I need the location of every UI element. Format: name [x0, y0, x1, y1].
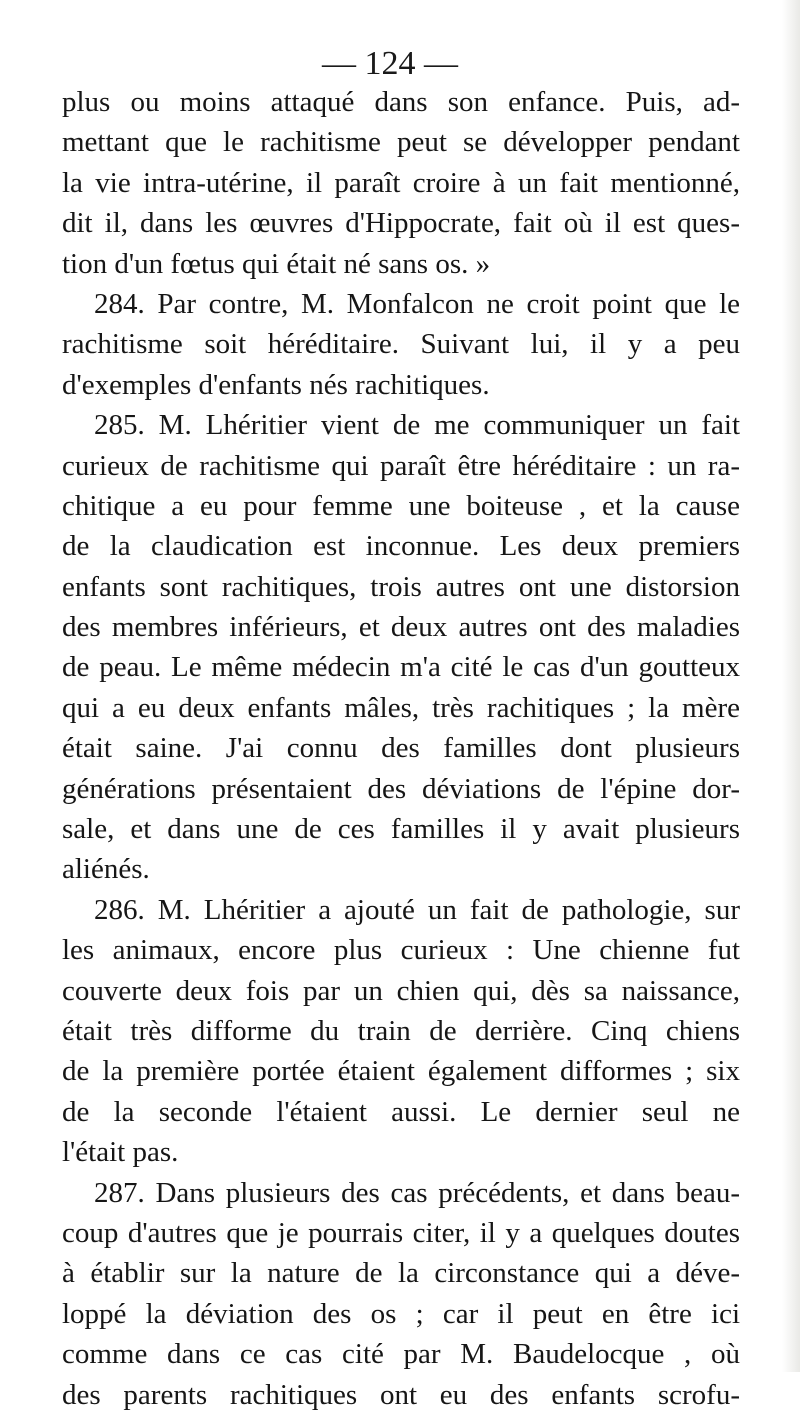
text-line: loppé la déviation des os ; car il peut en être ici: [62, 1297, 740, 1330]
text-line: 287. Dans plusieurs des cas précédents, et dans beau-: [94, 1176, 740, 1209]
text-line: comme dans ce cas cité par M. Baudelocque , où: [62, 1338, 740, 1371]
text-line: sale, et dans une de ces familles il y avait plusieurs: [62, 813, 740, 846]
text-line: coup d'autres que je pourrais citer, il y a quelques doutes: [62, 1216, 740, 1249]
text-line: aliénés.: [62, 853, 150, 886]
text-line: plus ou moins attaqué dans son enfance. Puis, ad-: [62, 86, 740, 118]
text-line: couverte deux fois par un chien qui, dès sa naissance,: [62, 974, 740, 1007]
text-line: était très difforme du train de derrière. Cinq chiens: [62, 1014, 740, 1047]
text-line: curieux de rachitisme qui paraît être héréditaire : un ra-: [62, 449, 740, 482]
text-line: tion d'un fœtus qui était né sans os. »: [62, 247, 491, 280]
text-line: dit il, dans les œuvres d'Hippocrate, fait où il est ques-: [62, 207, 740, 240]
text-line: qui a eu deux enfants mâles, très rachitiques ; la mère: [62, 691, 740, 724]
text-line: 285. M. Lhéritier vient de me communiquer un fait: [94, 409, 740, 442]
text-line: des parents rachitiques ont eu des enfants scrofu-: [62, 1378, 740, 1411]
text-line: rachitisme soit héréditaire. Suivant lui, il y a peu: [62, 328, 740, 361]
text-line: de la seconde l'étaient aussi. Le dernier seul ne: [62, 1095, 740, 1128]
text-line: mettant que le rachitisme peut se développer pendant: [62, 126, 740, 159]
text-line: chitique a eu pour femme une boiteuse , et la cause: [62, 489, 740, 522]
page-edge-shadow: [782, 0, 800, 1372]
text-line: de peau. Le même médecin m'a cité le cas d'un goutteux: [62, 651, 740, 684]
text-line: les animaux, encore plus curieux : Une chienne fut: [62, 934, 740, 967]
page-number-header: — 124 —: [322, 45, 458, 82]
text-line: 286. M. Lhéritier a ajouté un fait de pathologie, sur: [94, 893, 740, 926]
text-line: des membres inférieurs, et deux autres ont des maladies: [62, 611, 740, 644]
text-line: la vie intra-utérine, il paraît croire à un fait mentionné,: [62, 166, 740, 199]
text-line: l'était pas.: [62, 1136, 179, 1169]
body-text: [62, 82, 740, 1415]
text-line: 284. Par contre, M. Monfalcon ne croit point que le: [94, 287, 740, 320]
text-line: à établir sur la nature de la circonstance qui a déve-: [62, 1257, 740, 1290]
text-line: d'exemples d'enfants nés rachitiques.: [62, 368, 490, 401]
text-line: était saine. J'ai connu des familles dont plusieurs: [62, 732, 740, 765]
text-line: enfants sont rachitiques, trois autres ont une distorsion: [62, 570, 740, 603]
text-line: générations présentaient des déviations de l'épine dor-: [62, 772, 740, 805]
text-line: de la première portée étaient également difformes ; six: [62, 1055, 740, 1088]
text-line: de la claudication est inconnue. Les deux premiers: [62, 530, 740, 563]
